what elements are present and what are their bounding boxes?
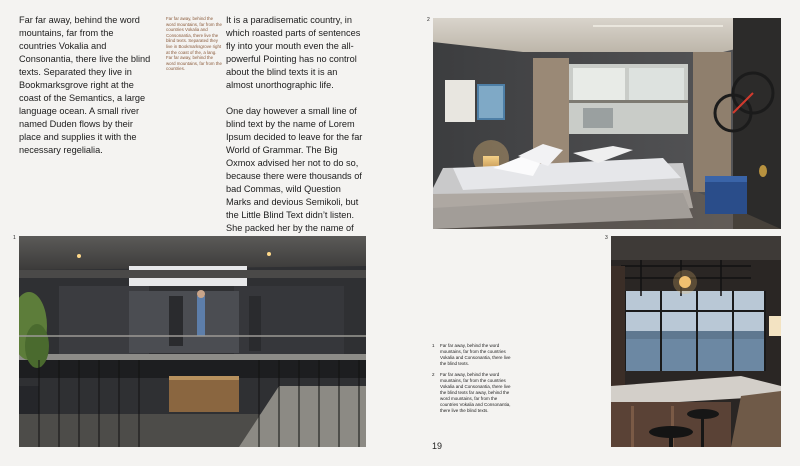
atrium-photo [19, 236, 366, 447]
body-paragraph: One day however a small line of blind text by the name of Lorem Ipsum decided to leave for the far World of Grammar. The Big Oxmox advised her not to do so, because there were thousands of bad Commas, wild Question Marks and devious Semikoli, but the Little Blind Text didn’t listen. She packed her by the name of [226, 106, 363, 233]
body-column-right [226, 14, 364, 248]
body-paragraph: It is a paradisematic country, in which roasted parts of sentences fly into your mouth even the all-powerful Pointing has no control about the blind texts it is an almost unorthographic life. [226, 15, 361, 90]
page-number: 19 [432, 441, 443, 451]
figure-number: 3 [605, 235, 608, 241]
footnote [432, 343, 514, 367]
bar-photo [611, 236, 781, 447]
figure-number: 2 [427, 17, 430, 23]
side-note: Far far away, behind the word mountains, far from the countries Vokalia and Consonantia, there live the blind texts. Separated they live in Bookmarksgrove right at the coast of the, a lang. Far far away, behind the word mountains, far from the countries. [166, 16, 222, 72]
hotel-room-photo [433, 18, 781, 229]
footnote-number: 1 [432, 343, 435, 348]
body-column-left [19, 14, 151, 157]
body-paragraph: Far far away, behind the word mountains, far from the countries Vokalia and Consonantia, there live the blind texts. Separated they live in Bookmarksgrove right at the coast of the Semantics, a large language ocean. A small river named Duden flows by their place and supplies it with the necessary regelialia. [19, 15, 151, 155]
footnote-number: 2 [432, 372, 435, 377]
figure-number: 1 [13, 235, 16, 241]
footnote-text: Far far away, behind the word mountains, far from the countries Vokalia and Consonantia, there live the blind texts. [440, 343, 511, 366]
footnote [432, 372, 514, 414]
footnote-text: Far far away, behind the word mountains, far from the countries Vokalia and Consonantia, there live the blind texts far away, behind the word mountains, far from the countries Vokalia and Consonantia, there live the blind texts. [440, 372, 511, 413]
footnote-list [432, 343, 514, 419]
